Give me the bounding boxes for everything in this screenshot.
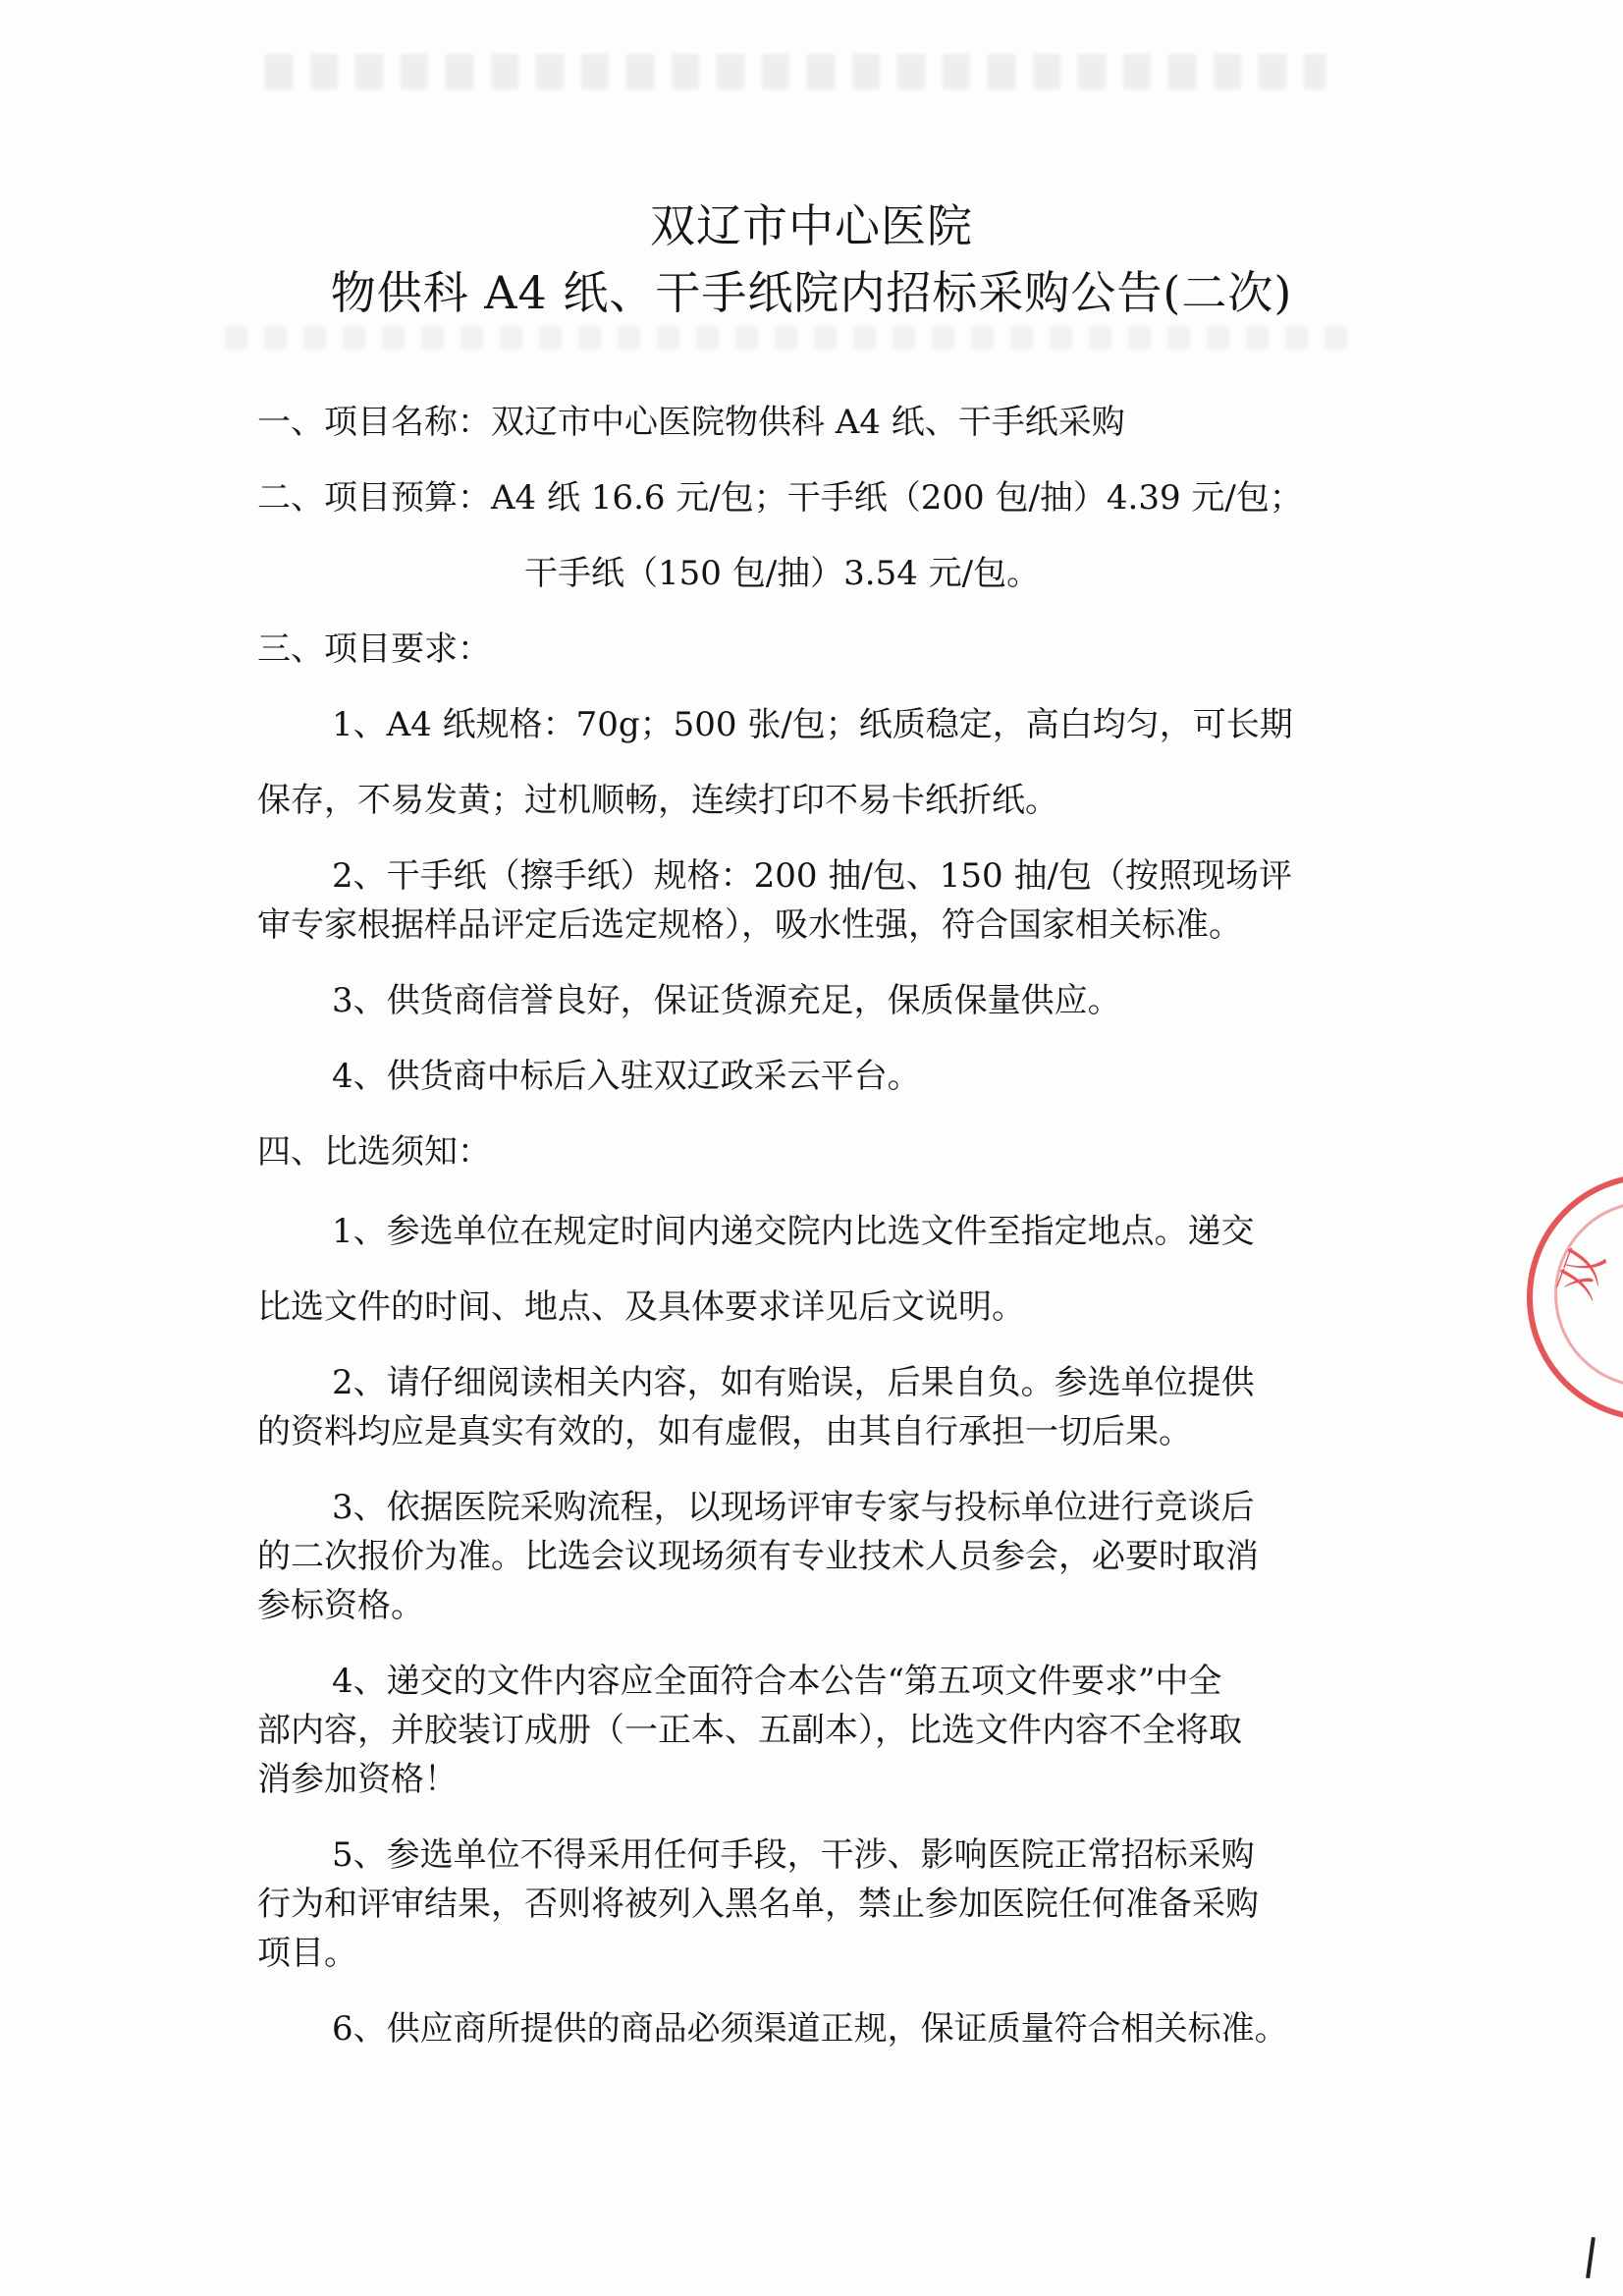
instruction-5-line-1: 5、参选单位不得采用任何手段，干涉、影响医院正常招标采购 bbox=[332, 1835, 1255, 1875]
requirement-2-line-2: 审专家根据样品评定后选定规格），吸水性强，符合国家相关标准。 bbox=[257, 905, 1242, 945]
instruction-4-line-3: 消参加资格！ bbox=[257, 1760, 458, 1799]
instruction-2-line-2: 的资料均应是真实有效的，如有虚假，由其自行承担一切后果。 bbox=[257, 1412, 1192, 1451]
instructions-heading: 四、比选须知： bbox=[257, 1132, 491, 1172]
instruction-3-line-2: 的二次报价为准。比选会议现场须有专业技术人员参会，必要时取消 bbox=[257, 1537, 1259, 1576]
project-budget-line-2: 干手纸（150 包/抽）3.54 元/包。 bbox=[524, 554, 1041, 593]
instruction-5-line-2: 行为和评审结果，否则将被列入黑名单，禁止参加医院任何准备采购 bbox=[257, 1885, 1259, 1924]
requirement-1-line-1: 1、A4 纸规格：70g；500 张/包；纸质稳定，高白均匀，可长期 bbox=[332, 705, 1293, 744]
instruction-4-line-1: 4、递交的文件内容应全面符合本公告“第五项文件要求”中全 bbox=[332, 1662, 1222, 1701]
instruction-1-line-1: 1、参选单位在规定时间内递交院内比选文件至指定地点。递交 bbox=[332, 1212, 1255, 1251]
page-number-mark bbox=[1586, 2237, 1596, 2278]
requirement-2-line-1: 2、干手纸（擦手纸）规格：200 抽/包、150 抽/包（按照现场评 bbox=[332, 856, 1292, 896]
instruction-2-line-1: 2、请仔细阅读相关内容，如有贻误，后果自负。参选单位提供 bbox=[332, 1363, 1255, 1402]
document-body bbox=[257, 398, 1396, 2053]
requirement-1-line-2: 保存，不易发黄；过机顺畅，连续打印不易卡纸折纸。 bbox=[257, 781, 1058, 820]
instruction-6: 6、供应商所提供的商品必须渠道正规，保证质量符合相关标准。 bbox=[332, 2009, 1288, 2049]
red-seal-stamp bbox=[1527, 1174, 1623, 1421]
scan-bleed-through bbox=[265, 54, 1325, 89]
requirements-heading: 三、项目要求： bbox=[257, 629, 491, 669]
instruction-5-line-3: 项目。 bbox=[257, 1934, 357, 1973]
instruction-1-line-2: 比选文件的时间、地点、及具体要求详见后文说明。 bbox=[257, 1287, 1025, 1327]
requirement-4: 4、供货商中标后入驻双辽政采云平台。 bbox=[332, 1057, 921, 1096]
document-title bbox=[0, 192, 1623, 326]
requirement-3: 3、供货商信誉良好，保证货源充足，保质保量供应。 bbox=[332, 981, 1121, 1020]
seal-glyph: 双 bbox=[1547, 1241, 1616, 1306]
title-line-2: 物供科 A4 纸、干手纸院内招标采购公告(二次) bbox=[330, 266, 1293, 319]
instruction-3-line-3: 参标资格。 bbox=[257, 1586, 424, 1625]
title-line-1: 双辽市中心医院 bbox=[650, 199, 973, 252]
instruction-3-line-1: 3、依据医院采购流程，以现场评审专家与投标单位进行竞谈后 bbox=[332, 1488, 1255, 1527]
project-budget-line-1: 二、项目预算：A4 纸 16.6 元/包；干手纸（200 包/抽）4.39 元/包； bbox=[257, 478, 1303, 518]
scan-bleed-through bbox=[226, 326, 1365, 350]
instruction-4-line-2: 部内容，并胶装订成册（一正本、五副本），比选文件内容不全将取 bbox=[257, 1711, 1242, 1750]
project-name: 一、项目名称：双辽市中心医院物供科 A4 纸、干手纸采购 bbox=[257, 403, 1125, 442]
